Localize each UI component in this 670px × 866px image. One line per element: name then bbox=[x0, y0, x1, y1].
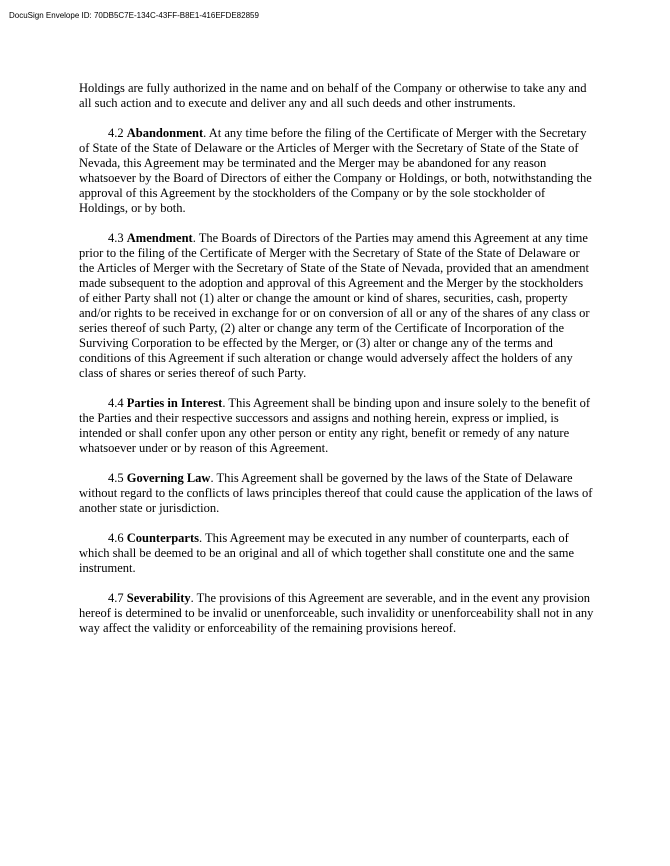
paragraph-body: . The provisions of this Agreement are severable, and in the event any provision hereof is determined to be invalid or unenforceable, such invalidity or unenforceability shall not in any way affect the validity or enforceability of the remaining provisions hereof. bbox=[79, 591, 594, 635]
section-4-5-governing-law bbox=[79, 471, 595, 516]
section-number: 4.2 bbox=[108, 126, 127, 140]
section-number: 4.3 bbox=[108, 231, 127, 245]
section-heading: Counterparts bbox=[126, 531, 199, 545]
paragraph-body: . This Agreement may be executed in any number of counterparts, each of which shall be deemed to be an original and all of which together shall constitute one and the same instrument. bbox=[79, 531, 574, 575]
section-number: 4.6 bbox=[108, 531, 127, 545]
section-4-3-amendment bbox=[79, 231, 595, 381]
document-body bbox=[79, 81, 595, 651]
paragraph-continuation bbox=[79, 81, 595, 111]
paragraph-body: Holdings are fully authorized in the name and on behalf of the Company or otherwise to take any and all such action and to execute and deliver any and all such deeds and other instruments. bbox=[79, 81, 587, 110]
paragraph-body: . This Agreement shall be binding upon and insure solely to the benefit of the Parties and their respective successors and assigns and nothing herein, express or implied, is intended or shall confer upon any other person or entity any right, benefit or remedy of any nature whatsoever under or by reason of this Agreement. bbox=[79, 396, 591, 455]
docusign-envelope-id: DocuSign Envelope ID: 70DB5C7E-134C-43FF-B8E1-416EFDE82859 bbox=[9, 11, 259, 20]
section-4-7-severability bbox=[79, 591, 595, 636]
section-4-2-abandonment bbox=[79, 126, 595, 216]
section-number: 4.4 bbox=[108, 396, 127, 410]
section-heading: Amendment bbox=[126, 231, 193, 245]
section-number: 4.5 bbox=[108, 471, 127, 485]
paragraph-body: . The Boards of Directors of the Parties may amend this Agreement at any time prior to the filing of the Certificate of Merger with the Secretary of State of the State of Delaware or the Articles of Merger with the Secretary of State of the State of Nevada, provided that an amendment made subsequent to the adoption and approval of this Agreement and the Merger by the stockholders of either Party shall not (1) alter or change the amount or kind of shares, securities, cash, property and/or rights to be received in exchange for or on conversion of all or any of the shares of any class or series thereof of such Party, (2) alter or change any term of the Certificate of Incorporation of the Surviving Corporation to be effected by the Merger, or (3) alter or change any of the terms and conditions of this Agreement if such alteration or change would adversely affect the holders of any class of shares or series thereof of such Party. bbox=[79, 231, 590, 380]
paragraph-body: . At any time before the filing of the Certificate of Merger with the Secretary of State of the State of Delaware or the Articles of Merger with the Secretary of State of the State of Nevada, this Agreement may be terminated and the Merger may be abandoned for any reason whatsoever by the Board of Directors of either the Company or Holdings, or both, notwithstanding the approval of this Agreement by the stockholders of the Company or by the sole stockholder of Holdings, or by both. bbox=[79, 126, 592, 215]
section-4-4-parties-in-interest bbox=[79, 396, 595, 456]
paragraph-body: . This Agreement shall be governed by the laws of the State of Delaware without regard to the conflicts of laws principles thereof that could cause the application of the laws of another state or jurisdiction. bbox=[79, 471, 593, 515]
section-heading: Severability bbox=[126, 591, 191, 605]
section-number: 4.7 bbox=[108, 591, 127, 605]
section-heading: Governing Law bbox=[126, 471, 211, 485]
section-heading: Parties in Interest bbox=[126, 396, 223, 410]
section-4-6-counterparts bbox=[79, 531, 595, 576]
section-heading: Abandonment bbox=[126, 126, 204, 140]
